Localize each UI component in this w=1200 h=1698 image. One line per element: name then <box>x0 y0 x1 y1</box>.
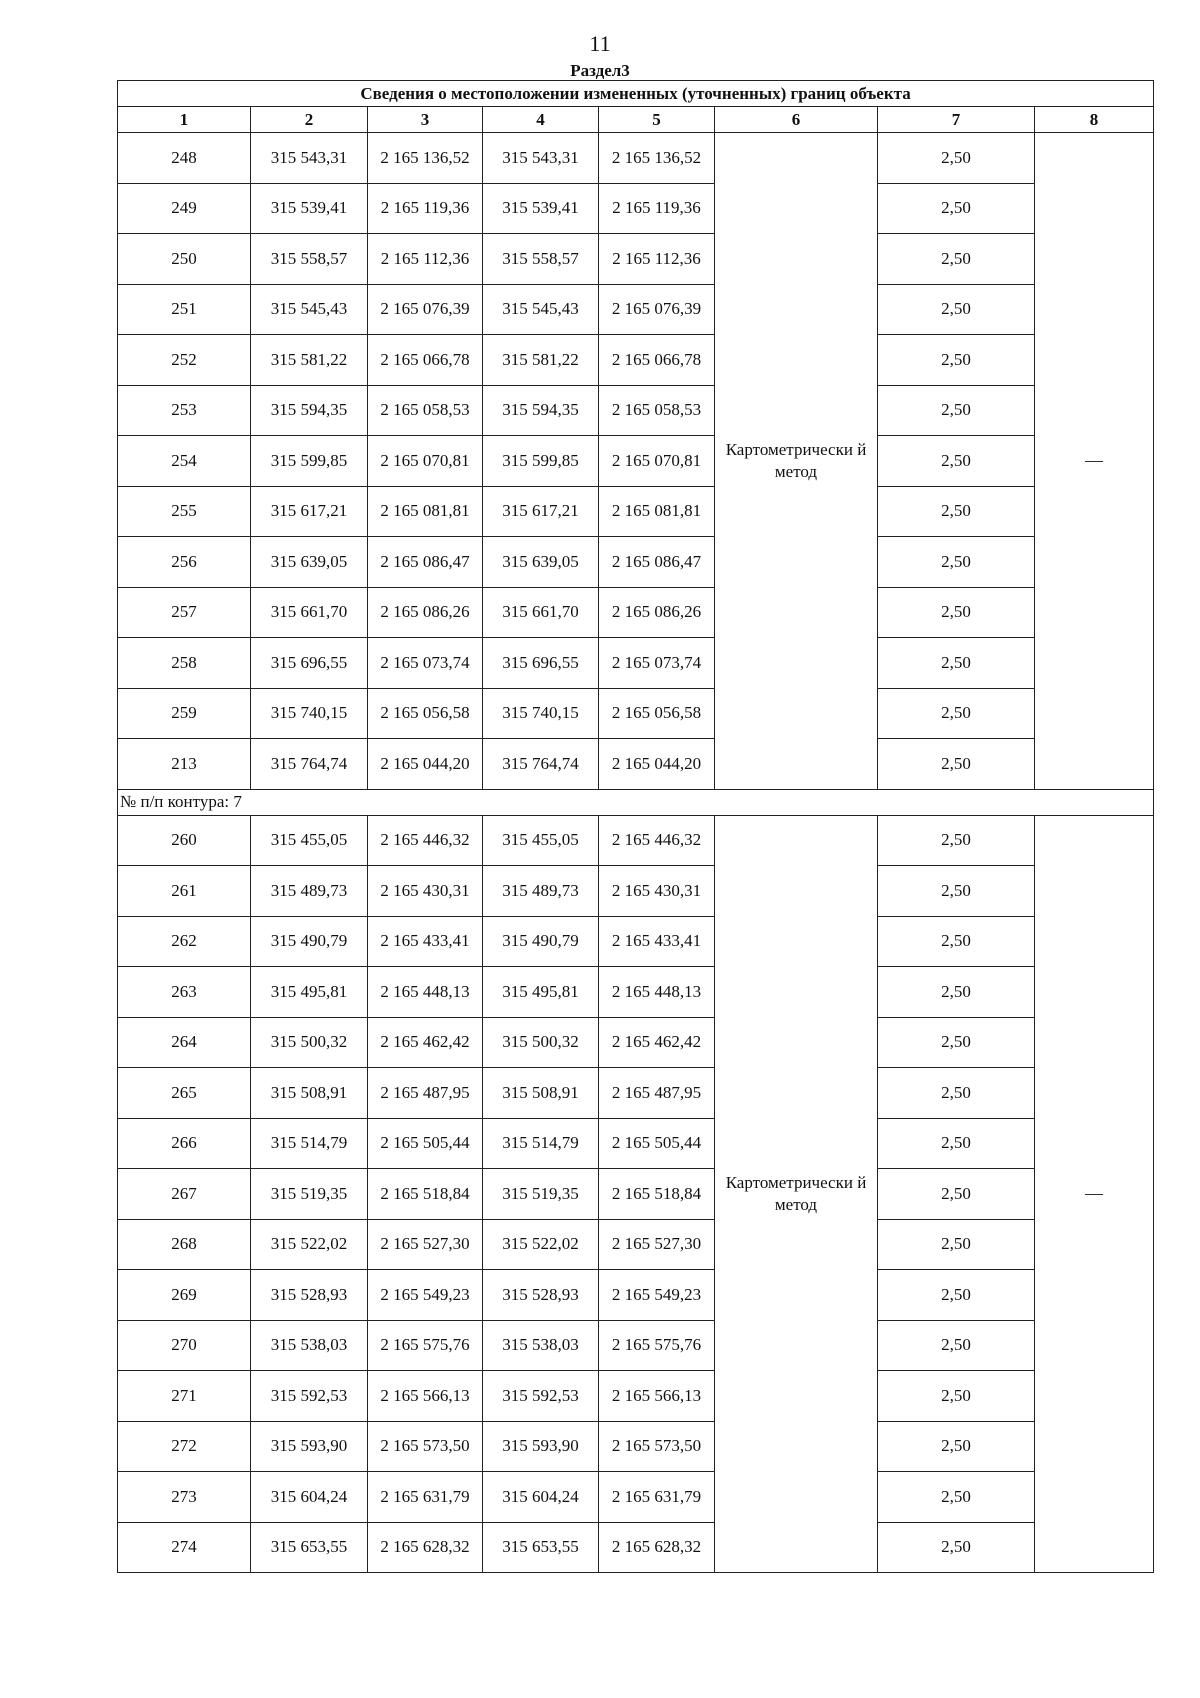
updated-x-cell: 315 500,32 <box>483 1017 599 1068</box>
table-row <box>118 1522 1154 1573</box>
existing-x-cell: 315 543,31 <box>251 133 368 184</box>
accuracy-cell: 2,50 <box>878 1371 1035 1422</box>
updated-x-cell: 315 539,41 <box>483 183 599 234</box>
table-row <box>118 1169 1154 1220</box>
existing-x-cell: 315 653,55 <box>251 1522 368 1573</box>
existing-y-cell: 2 165 066,78 <box>368 335 483 386</box>
table-row <box>118 133 1154 184</box>
accuracy-cell: 2,50 <box>878 1320 1035 1371</box>
updated-y-cell: 2 165 081,81 <box>599 486 715 537</box>
existing-x-cell: 315 500,32 <box>251 1017 368 1068</box>
point-number-cell: 259 <box>118 688 251 739</box>
updated-y-cell: 2 165 628,32 <box>599 1522 715 1573</box>
table-row <box>118 1017 1154 1068</box>
updated-y-cell: 2 165 433,41 <box>599 916 715 967</box>
existing-y-cell: 2 165 056,58 <box>368 688 483 739</box>
table-row <box>118 284 1154 335</box>
existing-y-cell: 2 165 136,52 <box>368 133 483 184</box>
existing-x-cell: 315 528,93 <box>251 1270 368 1321</box>
updated-y-cell: 2 165 518,84 <box>599 1169 715 1220</box>
existing-x-cell: 315 545,43 <box>251 284 368 335</box>
existing-x-cell: 315 617,21 <box>251 486 368 537</box>
existing-y-cell: 2 165 044,20 <box>368 739 483 790</box>
column-number-2: 2 <box>251 107 368 133</box>
column-number-7: 7 <box>878 107 1035 133</box>
page-number: 11 <box>589 31 611 56</box>
updated-y-cell: 2 165 066,78 <box>599 335 715 386</box>
table-row <box>118 1118 1154 1169</box>
existing-x-cell: 315 539,41 <box>251 183 368 234</box>
table-row <box>118 1320 1154 1371</box>
accuracy-cell: 2,50 <box>878 1421 1035 1472</box>
column-number-5: 5 <box>599 107 715 133</box>
updated-x-cell: 315 519,35 <box>483 1169 599 1220</box>
updated-x-cell: 315 593,90 <box>483 1421 599 1472</box>
point-number-cell: 255 <box>118 486 251 537</box>
point-number-cell: 213 <box>118 739 251 790</box>
column-number-row <box>118 107 1154 133</box>
accuracy-cell: 2,50 <box>878 916 1035 967</box>
updated-x-cell: 315 594,35 <box>483 385 599 436</box>
description-cell: — <box>1035 133 1154 790</box>
updated-y-cell: 2 165 575,76 <box>599 1320 715 1371</box>
existing-y-cell: 2 165 505,44 <box>368 1118 483 1169</box>
point-number-cell: 256 <box>118 537 251 588</box>
table-row <box>118 688 1154 739</box>
existing-x-cell: 315 514,79 <box>251 1118 368 1169</box>
updated-x-cell: 315 490,79 <box>483 916 599 967</box>
table-row <box>118 916 1154 967</box>
table-row <box>118 385 1154 436</box>
updated-y-cell: 2 165 527,30 <box>599 1219 715 1270</box>
table-body <box>118 133 1154 1573</box>
table-row <box>118 183 1154 234</box>
updated-y-cell: 2 165 086,26 <box>599 587 715 638</box>
table-row <box>118 587 1154 638</box>
point-number-cell: 266 <box>118 1118 251 1169</box>
existing-x-cell: 315 508,91 <box>251 1068 368 1119</box>
point-number-cell: 253 <box>118 385 251 436</box>
table-row <box>118 1270 1154 1321</box>
existing-x-cell: 315 696,55 <box>251 638 368 689</box>
table-row <box>118 967 1154 1018</box>
updated-x-cell: 315 545,43 <box>483 284 599 335</box>
existing-y-cell: 2 165 573,50 <box>368 1421 483 1472</box>
updated-y-cell: 2 165 044,20 <box>599 739 715 790</box>
updated-x-cell: 315 508,91 <box>483 1068 599 1119</box>
existing-y-cell: 2 165 462,42 <box>368 1017 483 1068</box>
updated-x-cell: 315 696,55 <box>483 638 599 689</box>
existing-y-cell: 2 165 575,76 <box>368 1320 483 1371</box>
column-number-4: 4 <box>483 107 599 133</box>
table-row <box>118 1219 1154 1270</box>
updated-x-cell: 315 581,22 <box>483 335 599 386</box>
accuracy-cell: 2,50 <box>878 815 1035 866</box>
updated-x-cell: 315 522,02 <box>483 1219 599 1270</box>
table-row <box>118 335 1154 386</box>
accuracy-cell: 2,50 <box>878 385 1035 436</box>
point-number-cell: 252 <box>118 335 251 386</box>
updated-y-cell: 2 165 487,95 <box>599 1068 715 1119</box>
point-number-cell: 264 <box>118 1017 251 1068</box>
updated-x-cell: 315 538,03 <box>483 1320 599 1371</box>
existing-x-cell: 315 538,03 <box>251 1320 368 1371</box>
existing-x-cell: 315 495,81 <box>251 967 368 1018</box>
existing-y-cell: 2 165 081,81 <box>368 486 483 537</box>
accuracy-cell: 2,50 <box>878 1118 1035 1169</box>
updated-y-cell: 2 165 070,81 <box>599 436 715 487</box>
updated-y-cell: 2 165 086,47 <box>599 537 715 588</box>
updated-y-cell: 2 165 073,74 <box>599 638 715 689</box>
updated-y-cell: 2 165 056,58 <box>599 688 715 739</box>
updated-y-cell: 2 165 505,44 <box>599 1118 715 1169</box>
existing-x-cell: 315 740,15 <box>251 688 368 739</box>
existing-y-cell: 2 165 527,30 <box>368 1219 483 1270</box>
point-number-cell: 268 <box>118 1219 251 1270</box>
updated-x-cell: 315 592,53 <box>483 1371 599 1422</box>
section-title: Раздел3 <box>570 61 630 80</box>
existing-y-cell: 2 165 631,79 <box>368 1472 483 1523</box>
updated-x-cell: 315 599,85 <box>483 436 599 487</box>
table-caption: Сведения о местоположении измененных (уточненных) границ объекта <box>118 81 1154 107</box>
table-row <box>118 1421 1154 1472</box>
point-number-cell: 260 <box>118 815 251 866</box>
updated-y-cell: 2 165 566,13 <box>599 1371 715 1422</box>
table-row <box>118 436 1154 487</box>
point-number-cell: 267 <box>118 1169 251 1220</box>
existing-y-cell: 2 165 070,81 <box>368 436 483 487</box>
updated-x-cell: 315 604,24 <box>483 1472 599 1523</box>
updated-x-cell: 315 764,74 <box>483 739 599 790</box>
existing-y-cell: 2 165 518,84 <box>368 1169 483 1220</box>
table-row <box>118 1371 1154 1422</box>
accuracy-cell: 2,50 <box>878 436 1035 487</box>
method-cell: Картометрически й метод <box>715 815 878 1573</box>
existing-x-cell: 315 604,24 <box>251 1472 368 1523</box>
existing-y-cell: 2 165 112,36 <box>368 234 483 285</box>
existing-x-cell: 315 592,53 <box>251 1371 368 1422</box>
existing-y-cell: 2 165 549,23 <box>368 1270 483 1321</box>
existing-y-cell: 2 165 086,26 <box>368 587 483 638</box>
existing-y-cell: 2 165 119,36 <box>368 183 483 234</box>
accuracy-cell: 2,50 <box>878 284 1035 335</box>
existing-x-cell: 315 599,85 <box>251 436 368 487</box>
accuracy-cell: 2,50 <box>878 688 1035 739</box>
updated-x-cell: 315 661,70 <box>483 587 599 638</box>
existing-x-cell: 315 455,05 <box>251 815 368 866</box>
existing-x-cell: 315 490,79 <box>251 916 368 967</box>
point-number-cell: 261 <box>118 866 251 917</box>
table-row <box>118 866 1154 917</box>
point-number-cell: 250 <box>118 234 251 285</box>
existing-y-cell: 2 165 433,41 <box>368 916 483 967</box>
updated-y-cell: 2 165 112,36 <box>599 234 715 285</box>
existing-x-cell: 315 639,05 <box>251 537 368 588</box>
updated-x-cell: 315 639,05 <box>483 537 599 588</box>
accuracy-cell: 2,50 <box>878 967 1035 1018</box>
description-cell: — <box>1035 815 1154 1573</box>
existing-y-cell: 2 165 487,95 <box>368 1068 483 1119</box>
existing-x-cell: 315 764,74 <box>251 739 368 790</box>
point-number-cell: 265 <box>118 1068 251 1119</box>
updated-y-cell: 2 165 631,79 <box>599 1472 715 1523</box>
accuracy-cell: 2,50 <box>878 537 1035 588</box>
column-number-8: 8 <box>1035 107 1154 133</box>
updated-x-cell: 315 489,73 <box>483 866 599 917</box>
updated-y-cell: 2 165 119,36 <box>599 183 715 234</box>
accuracy-cell: 2,50 <box>878 1017 1035 1068</box>
column-number-1: 1 <box>118 107 251 133</box>
accuracy-cell: 2,50 <box>878 133 1035 184</box>
column-number-3: 3 <box>368 107 483 133</box>
point-number-cell: 272 <box>118 1421 251 1472</box>
updated-y-cell: 2 165 136,52 <box>599 133 715 184</box>
column-number-6: 6 <box>715 107 878 133</box>
updated-y-cell: 2 165 058,53 <box>599 385 715 436</box>
table-row <box>118 638 1154 689</box>
existing-x-cell: 315 522,02 <box>251 1219 368 1270</box>
accuracy-cell: 2,50 <box>878 866 1035 917</box>
accuracy-cell: 2,50 <box>878 638 1035 689</box>
table-row <box>118 486 1154 537</box>
updated-x-cell: 315 495,81 <box>483 967 599 1018</box>
accuracy-cell: 2,50 <box>878 183 1035 234</box>
updated-x-cell: 315 543,31 <box>483 133 599 184</box>
point-number-cell: 249 <box>118 183 251 234</box>
accuracy-cell: 2,50 <box>878 1522 1035 1573</box>
existing-x-cell: 315 581,22 <box>251 335 368 386</box>
accuracy-cell: 2,50 <box>878 1270 1035 1321</box>
updated-y-cell: 2 165 076,39 <box>599 284 715 335</box>
existing-x-cell: 315 489,73 <box>251 866 368 917</box>
table-row <box>118 1068 1154 1119</box>
accuracy-cell: 2,50 <box>878 486 1035 537</box>
table-row <box>118 234 1154 285</box>
existing-y-cell: 2 165 086,47 <box>368 537 483 588</box>
point-number-cell: 254 <box>118 436 251 487</box>
accuracy-cell: 2,50 <box>878 1472 1035 1523</box>
updated-y-cell: 2 165 573,50 <box>599 1421 715 1472</box>
accuracy-cell: 2,50 <box>878 587 1035 638</box>
table-row <box>118 537 1154 588</box>
updated-y-cell: 2 165 549,23 <box>599 1270 715 1321</box>
contour-label: № п/п контура: 7 <box>118 789 1154 815</box>
point-number-cell: 262 <box>118 916 251 967</box>
method-cell: Картометрически й метод <box>715 133 878 790</box>
updated-y-cell: 2 165 448,13 <box>599 967 715 1018</box>
accuracy-cell: 2,50 <box>878 1068 1035 1119</box>
point-number-cell: 251 <box>118 284 251 335</box>
point-number-cell: 248 <box>118 133 251 184</box>
table-row <box>118 815 1154 866</box>
point-number-cell: 257 <box>118 587 251 638</box>
point-number-cell: 263 <box>118 967 251 1018</box>
accuracy-cell: 2,50 <box>878 1219 1035 1270</box>
existing-y-cell: 2 165 058,53 <box>368 385 483 436</box>
existing-y-cell: 2 165 566,13 <box>368 1371 483 1422</box>
existing-x-cell: 315 519,35 <box>251 1169 368 1220</box>
existing-y-cell: 2 165 073,74 <box>368 638 483 689</box>
existing-x-cell: 315 661,70 <box>251 587 368 638</box>
existing-y-cell: 2 165 446,32 <box>368 815 483 866</box>
updated-y-cell: 2 165 430,31 <box>599 866 715 917</box>
existing-y-cell: 2 165 076,39 <box>368 284 483 335</box>
point-number-cell: 273 <box>118 1472 251 1523</box>
existing-y-cell: 2 165 430,31 <box>368 866 483 917</box>
boundary-coordinates-table <box>117 80 1154 1573</box>
table-row <box>118 1472 1154 1523</box>
point-number-cell: 270 <box>118 1320 251 1371</box>
existing-x-cell: 315 558,57 <box>251 234 368 285</box>
existing-y-cell: 2 165 448,13 <box>368 967 483 1018</box>
existing-x-cell: 315 593,90 <box>251 1421 368 1472</box>
point-number-cell: 274 <box>118 1522 251 1573</box>
table-row <box>118 739 1154 790</box>
updated-x-cell: 315 653,55 <box>483 1522 599 1573</box>
contour-label-row <box>118 789 1154 815</box>
updated-x-cell: 315 455,05 <box>483 815 599 866</box>
point-number-cell: 269 <box>118 1270 251 1321</box>
updated-x-cell: 315 528,93 <box>483 1270 599 1321</box>
accuracy-cell: 2,50 <box>878 335 1035 386</box>
updated-y-cell: 2 165 462,42 <box>599 1017 715 1068</box>
updated-x-cell: 315 617,21 <box>483 486 599 537</box>
existing-x-cell: 315 594,35 <box>251 385 368 436</box>
updated-x-cell: 315 740,15 <box>483 688 599 739</box>
updated-x-cell: 315 514,79 <box>483 1118 599 1169</box>
accuracy-cell: 2,50 <box>878 234 1035 285</box>
accuracy-cell: 2,50 <box>878 739 1035 790</box>
updated-x-cell: 315 558,57 <box>483 234 599 285</box>
accuracy-cell: 2,50 <box>878 1169 1035 1220</box>
point-number-cell: 258 <box>118 638 251 689</box>
existing-y-cell: 2 165 628,32 <box>368 1522 483 1573</box>
point-number-cell: 271 <box>118 1371 251 1422</box>
updated-y-cell: 2 165 446,32 <box>599 815 715 866</box>
